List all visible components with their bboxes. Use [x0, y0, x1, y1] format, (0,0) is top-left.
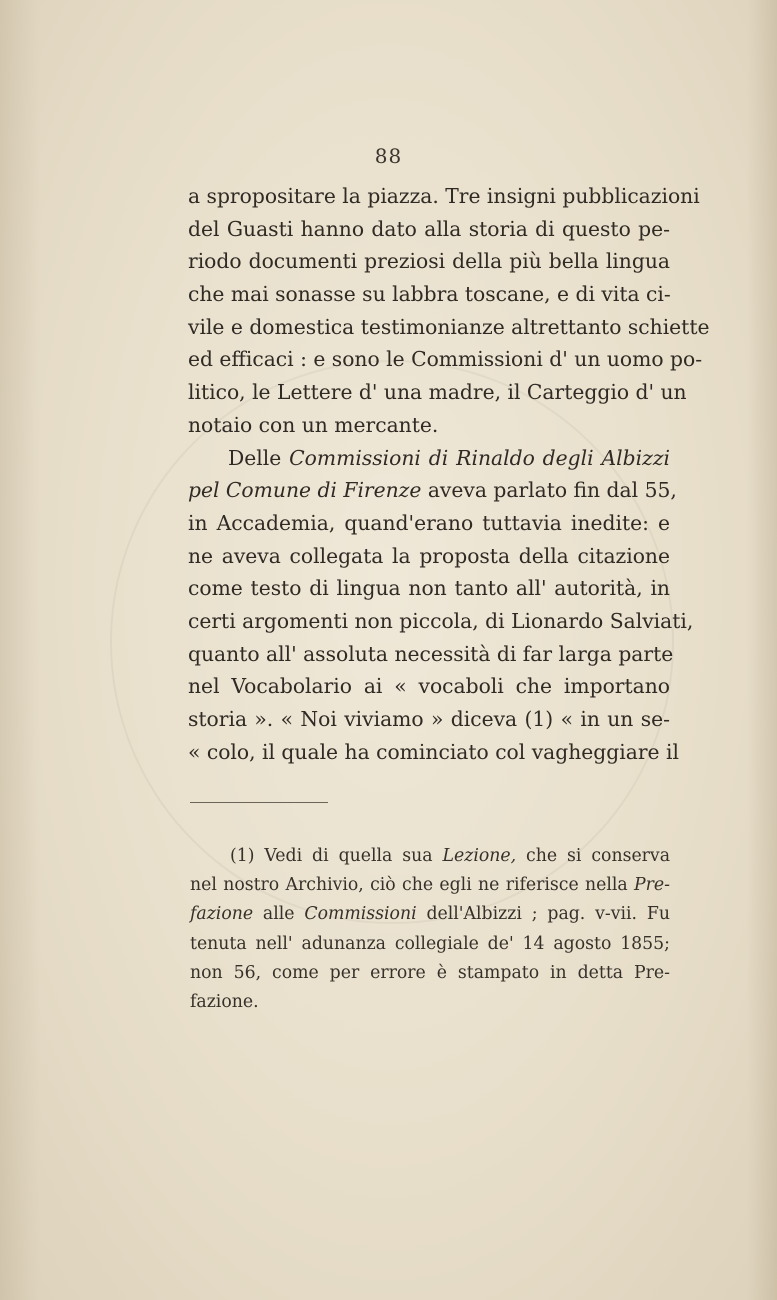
footnote-line [190, 900, 670, 929]
footnote-line [190, 930, 670, 959]
body-text [188, 180, 710, 768]
text-line [188, 572, 670, 605]
italic-text: pel Comune di Firenze [188, 478, 422, 503]
text-segment: storia ». « Noi viviamo » diceva (1) « in un se- [188, 707, 670, 731]
text-line [188, 703, 670, 736]
text-segment: ed efficaci : e sono le Commissioni d' un uomo po- [188, 347, 703, 372]
text-segment: tenuta nell' adunanza collegiale de' 14 agosto 1855; [190, 933, 670, 954]
page-number: 88 [374, 144, 403, 168]
footnote-line [190, 871, 670, 900]
text-segment: certi argomenti non piccola, di Lionardo Salviati, [188, 608, 694, 633]
italic-text: Lezione, [442, 846, 517, 866]
italic-text: fazione [190, 904, 254, 925]
text-segment: che mai sonasse su labbra toscane, e di vita ci- [188, 282, 671, 307]
text-line [188, 278, 670, 311]
text-segment: del Guasti hanno dato alla storia di questo pe- [188, 216, 670, 241]
text-line [188, 376, 687, 409]
footnote-line [190, 988, 670, 1017]
text-segment: « colo, il quale ha cominciato col vagheggiare il [188, 739, 679, 764]
text-line [188, 474, 677, 507]
text-segment: non 56, come per errore è stampato in detta Pre- [190, 962, 670, 983]
text-line [188, 670, 670, 703]
text-segment: quanto all' assoluta necessità di far larga parte [188, 641, 674, 666]
page-edge-shadow-left [0, 0, 40, 1300]
text-segment: come testo di lingua non tanto all' autorità, in [188, 576, 670, 601]
text-segment: aveva parlato fin dal 55, [421, 478, 677, 503]
text-segment: dell'Albizzi ; pag. v-vii. Fu [416, 904, 671, 925]
page-edge-shadow-right [747, 0, 777, 1300]
text-line [188, 605, 694, 638]
text-segment: fazione. [190, 991, 259, 1012]
italic-text: Commissioni [304, 904, 417, 925]
text-line [188, 736, 679, 769]
text-segment: alle [253, 904, 305, 925]
text-line [188, 540, 670, 573]
text-segment: in Accademia, quand'erano tuttavia inedite: e [188, 510, 670, 535]
text-segment: (1) Vedi di quella sua [230, 846, 443, 866]
text-segment: Delle [228, 445, 290, 470]
text-segment: riodo documenti preziosi della più bella lingua [188, 249, 670, 274]
italic-text: Pre- [634, 875, 670, 896]
text-segment: litico, le Lettere d' una madre, il Carteggio d' un [188, 380, 687, 405]
footnote-line [190, 959, 670, 988]
footnote [190, 842, 670, 1017]
text-line [188, 409, 670, 442]
text-line [188, 638, 674, 671]
italic-text: Commissioni di Rinaldo degli Albizzi [289, 445, 670, 470]
text-segment: nel nostro Archivio, ciò che egli ne riferisce nella [190, 875, 635, 896]
footnote-line [190, 842, 670, 871]
text-segment: nel Vocabolario ai « vocaboli che importano [188, 674, 670, 699]
text-line [188, 245, 670, 278]
text-line [188, 311, 710, 344]
text-line [188, 507, 670, 540]
text-line [188, 213, 670, 246]
text-segment: che si conserva [516, 846, 670, 866]
text-segment: a spropositare la piazza. Tre insigni pubblicazioni [188, 184, 700, 208]
text-segment: notaio con un mercante. [188, 412, 439, 437]
text-segment: vile e domestica testimonianze altrettanto schiette [188, 314, 710, 339]
footnote-separator [190, 802, 328, 803]
text-line [188, 442, 670, 475]
text-segment: ne aveva collegata la proposta della citazione [188, 543, 670, 568]
text-line [188, 180, 700, 213]
text-line [188, 343, 703, 376]
